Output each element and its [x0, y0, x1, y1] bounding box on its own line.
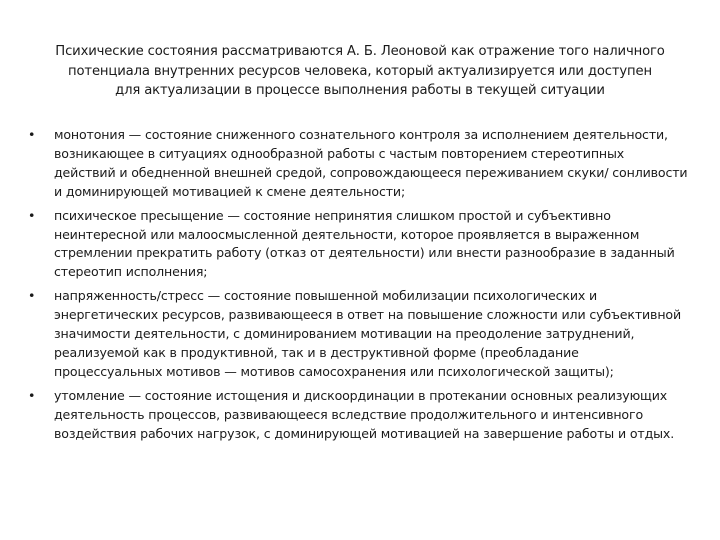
bullet-text: монотония — состояние сниженного сознательного контроля за исполнением деятельности, возникающее в ситуациях однообразной работы с частым повторением стереотипных действий и обедненной внешней средой, сопровождающееся переживанием скуки/ сонливости и доминирующей мотивацией к смене деятельности; [54, 127, 688, 199]
bullet-item-stress [24, 287, 688, 382]
bullet-text: утомление — состояние истощения и дискоординации в протекании основных реализующих деятельность процессов, развивающееся вследствие продолжительного и интенсивного воздействия рабочих нагрузок, с доминирующей мотивацией на завершение работы и отдых. [54, 387, 675, 441]
slide-title: Психические состояния рассматриваются А. Б. Леоновой как отражение того наличного потенциала внутренних ресурсов человека, который актуализируется или доступен для актуализации в процессе выполнения работы в текущей ситуации [55, 44, 665, 98]
bullet-item-satiation [24, 207, 688, 283]
bullet-list [24, 126, 688, 449]
bullet-text: психическое пресыщение — состояние непринятия слишком простой и субъективно неинтересной или малоосмысленной деятельности, которое проявляется в выраженном стремлении прекратить работу (отказ от деятельности) или внести разнообразие в заданный стереотип исполнения; [54, 207, 675, 280]
bullet-item-fatigue [24, 387, 688, 444]
bullet-icon: • [28, 387, 36, 403]
bullet-item-monotony [24, 126, 688, 202]
bullet-icon: • [28, 207, 36, 223]
bullet-icon: • [28, 288, 36, 304]
bullet-icon: • [28, 127, 36, 142]
bullet-text: напряженность/стресс — состояние повышенной мобилизации психологических и энергетических ресурсов, развивающееся в ответ на повышение сложности или субъективной значимости деятельности, с доминированием мотивации на преодоление затруднений, реализуемой как в продуктивной, так и в деструктивной форме (преобладание процессуальных мотивов — мотивов самосохранения или психологической защиты); [54, 288, 681, 379]
